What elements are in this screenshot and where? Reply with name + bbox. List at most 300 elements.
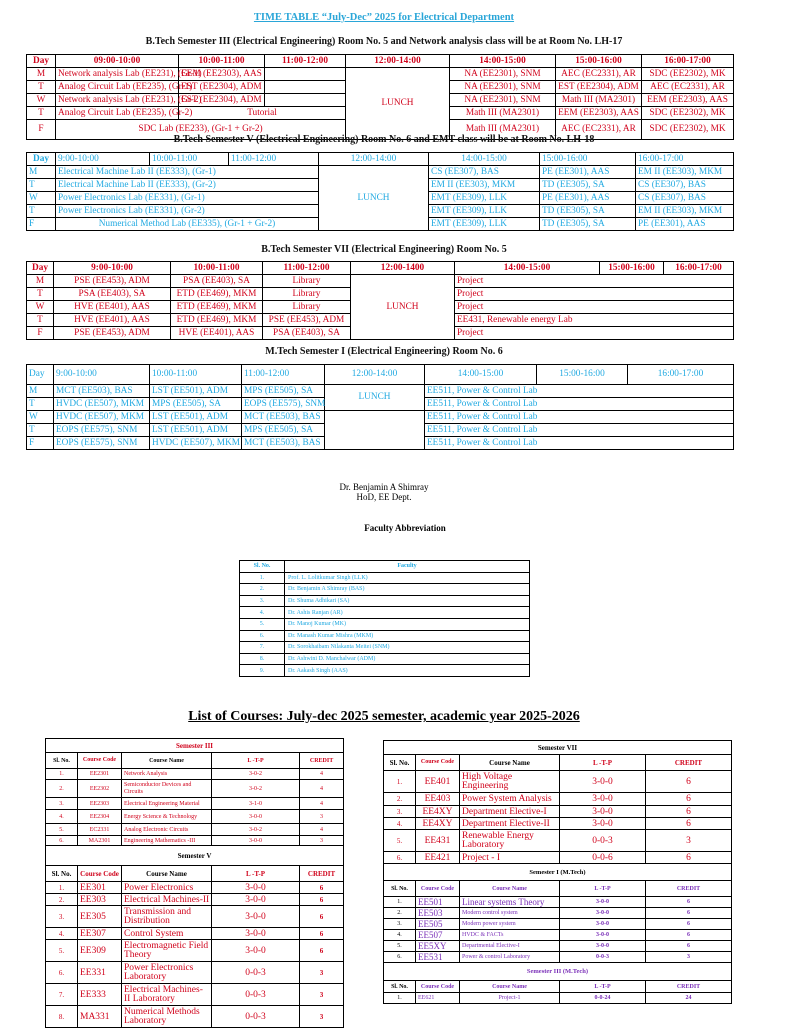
slot-cell: Power Electronics Lab (EE331), (Gr-2) xyxy=(56,205,319,218)
slot-cell: PSA (EE403), SA xyxy=(171,275,263,288)
course-credit: 3 xyxy=(300,984,344,1006)
slot-cell: MCT (EE503), BAS xyxy=(242,437,325,450)
course-name: HVDC & FACTs xyxy=(460,930,560,941)
slot-cell: PSE (EE453), ADM xyxy=(263,314,351,327)
slot-cell: Analog Circuit Lab (EE235), (Gr-1) xyxy=(56,81,179,94)
table-row xyxy=(46,928,344,940)
course-name: Department Elective-II xyxy=(460,818,560,830)
slot-cell: EOPS (EE575), SNM xyxy=(54,437,150,450)
slot-cell xyxy=(265,68,346,81)
course-code: EC2331 xyxy=(78,824,122,836)
course-credit: 3 xyxy=(300,962,344,984)
slot-cell: HVDC (EE507), MKM xyxy=(54,398,150,411)
course-name: High Voltage Engineering xyxy=(460,771,560,793)
course-name: Electrical Machines-II Laboratory xyxy=(122,984,212,1006)
sem5-label: Semester V xyxy=(46,846,344,866)
faculty-sl: 1. xyxy=(240,572,285,584)
slot-cell xyxy=(265,94,346,107)
course-sl: 8. xyxy=(46,1006,78,1028)
table-row xyxy=(46,882,344,894)
table-row xyxy=(240,642,530,654)
course-name: Linear systems Theory xyxy=(460,897,560,908)
course-code: EE4XY xyxy=(416,806,460,818)
mtech1-timetable xyxy=(26,364,734,450)
course-ltp: 3-0-2 xyxy=(212,769,300,780)
courses-left-table xyxy=(45,738,344,1028)
table-row xyxy=(46,780,344,798)
table-row xyxy=(384,852,732,864)
header-slot6: 16:00-17:00 xyxy=(642,55,734,68)
col-sl: Sl. No. xyxy=(384,881,416,897)
slot-cell: Library xyxy=(263,288,351,301)
course-sl: 1. xyxy=(384,771,416,793)
course-credit: 4 xyxy=(300,824,344,836)
faculty-name: Dr. Ashis Ranjan (AR) xyxy=(285,607,530,619)
course-sl: 4. xyxy=(46,810,78,824)
slot-cell: NA (EE2301), SNM xyxy=(450,94,556,107)
col-credit: CREDIT xyxy=(646,881,732,897)
slot-cell: Electrical Machine Lab II (EE333), (Gr-1) xyxy=(56,166,319,179)
course-sl: 1. xyxy=(384,993,416,1004)
page-title: TIME TABLE “July-Dec” 2025 for Electrical Department xyxy=(253,12,515,23)
slot-cell: PSE (EE453), ADM xyxy=(54,327,171,340)
course-code: MA2301 xyxy=(78,836,122,846)
course-credit: 4 xyxy=(300,798,344,810)
slot-cell: Tutorial xyxy=(179,107,346,120)
course-ltp: 3-0-0 xyxy=(560,919,646,930)
course-sl: 5. xyxy=(384,941,416,952)
table-row xyxy=(384,930,732,941)
course-sl: 2. xyxy=(46,780,78,798)
table-row xyxy=(240,595,530,607)
course-ltp: 3-0-0 xyxy=(560,908,646,919)
faculty-name: Dr. Ashwini D. Manchalwar (ADM) xyxy=(285,653,530,665)
mtech1-header-row xyxy=(27,365,734,385)
course-sl: 6. xyxy=(384,852,416,864)
day-cell: M xyxy=(27,385,54,398)
col-code: Course Code xyxy=(416,981,460,993)
faculty-name: Dr. Manash Kumar Mishra (MKM) xyxy=(285,630,530,642)
course-credit: 3 xyxy=(646,952,732,963)
day-cell: T xyxy=(27,398,54,411)
course-credit: 6 xyxy=(646,818,732,830)
courses-right-table xyxy=(383,740,732,1004)
slot-cell: AEC (EC2331), AR xyxy=(642,81,734,94)
course-sl: 2. xyxy=(46,894,78,906)
course-name: Project - I xyxy=(460,852,560,864)
slot-cell xyxy=(265,81,346,94)
faculty-sl: 8. xyxy=(240,653,285,665)
table-row xyxy=(46,984,344,1006)
table-row xyxy=(240,665,530,677)
slot-cell: ETD (EE469), MKM xyxy=(171,314,263,327)
slot-cell: EOPS (EE575), SNM xyxy=(242,398,325,411)
hod-role: HoD, EE Dept. xyxy=(356,492,412,502)
header-slot2: 10:00-11:00 xyxy=(150,153,229,166)
course-code: EE4XY xyxy=(416,818,460,830)
slot-cell: AEC (EC2331), AR xyxy=(556,120,642,140)
slot-cell: EE511, Power & Control Lab xyxy=(425,398,734,411)
slot-cell: Math III (MA2301) xyxy=(556,94,642,107)
col-code: Course Code xyxy=(416,755,460,771)
course-code: EE621 xyxy=(416,993,460,1004)
header-slot2: 10:00-11:00 xyxy=(179,55,265,68)
course-ltp: 3-0-2 xyxy=(212,824,300,836)
table-row xyxy=(46,940,344,962)
col-ltp: L -T-P xyxy=(212,866,300,882)
course-code: EE2302 xyxy=(78,780,122,798)
sem7-label: Semester VII xyxy=(384,741,732,755)
col-ltp: L -T-P xyxy=(560,881,646,897)
day-cell: F xyxy=(27,327,54,340)
sem3-label: Semester III xyxy=(46,739,344,753)
course-ltp: 3-0-0 xyxy=(212,906,300,928)
course-sl: 4. xyxy=(384,818,416,830)
slot-cell: HVDC (EE507), MKM xyxy=(54,411,150,424)
lunch-cell: LUNCH xyxy=(346,68,450,140)
course-credit: 6 xyxy=(300,906,344,928)
table-row xyxy=(46,894,344,906)
course-credit: 6 xyxy=(300,882,344,894)
course-credit: 6 xyxy=(646,897,732,908)
section-row xyxy=(46,739,344,753)
course-name: Modern control system xyxy=(460,908,560,919)
course-name: Power System Analysis xyxy=(460,793,560,806)
course-name: Power Electronics Laboratory xyxy=(122,962,212,984)
lunch-cell: LUNCH xyxy=(351,275,455,340)
course-ltp: 3-0-0 xyxy=(212,810,300,824)
course-credit: 6 xyxy=(646,941,732,952)
slot-cell xyxy=(325,424,425,437)
course-ltp: 0-0-3 xyxy=(560,952,646,963)
course-ltp: 0-0-3 xyxy=(560,830,646,852)
slot-cell: MPS (EE505), SA xyxy=(242,385,325,398)
course-code: EE301 xyxy=(78,882,122,894)
column-header-row xyxy=(384,881,732,897)
course-code: EE5XY xyxy=(416,941,460,952)
course-code: EE2303 xyxy=(78,798,122,810)
day-cell: M xyxy=(27,68,56,81)
faculty-sl: 6. xyxy=(240,630,285,642)
slot-cell: LST (EE501), ADM xyxy=(150,411,242,424)
header-day: Day xyxy=(27,365,54,385)
course-code: EE401 xyxy=(416,771,460,793)
day-cell: F xyxy=(27,437,54,450)
table-row xyxy=(46,962,344,984)
course-credit: 24 xyxy=(646,993,732,1004)
sem5-heading: B.Tech Semester V (Electrical Engineering) Room No. 6 and EMT class will be at Room No. LH-18 xyxy=(173,134,595,145)
course-credit: 3 xyxy=(300,836,344,846)
course-credit: 6 xyxy=(646,806,732,818)
course-credit: 4 xyxy=(300,780,344,798)
course-ltp: 3-0-0 xyxy=(212,894,300,906)
course-code: EE309 xyxy=(78,940,122,962)
slot-cell: EM II (EE303), MKM xyxy=(636,205,734,218)
slot-cell: Project xyxy=(455,327,734,340)
header-slot4: 14:00-15:00 xyxy=(425,365,537,385)
slot-cell: ETD (EE469), MKM xyxy=(171,301,263,314)
header-slot5: 15:00-16:00 xyxy=(537,365,628,385)
section-row xyxy=(384,864,732,881)
col-credit: CREDIT xyxy=(300,866,344,882)
slot-cell: EEM (EE2303), AAS xyxy=(642,94,734,107)
slot-cell: CS (EE307), BAS xyxy=(429,166,540,179)
sem3-timetable xyxy=(26,54,734,140)
slot-cell: Network analysis Lab (EE231), (Gr-2) xyxy=(56,94,179,107)
header-lunch-time: 12:00-14:00 xyxy=(346,55,450,68)
day-cell: T xyxy=(27,81,56,94)
day-cell: T xyxy=(27,205,56,218)
slot-cell: SDC Lab (EE233), (Gr-1 + Gr-2) xyxy=(56,120,346,140)
slot-cell: Numerical Method Lab (EE335), (Gr-1 + Gr-2) xyxy=(56,218,319,231)
course-name: Power Electronics xyxy=(122,882,212,894)
course-sl: 3. xyxy=(46,906,78,928)
header-slot4: 14:00-15:00 xyxy=(455,262,600,275)
slot-cell: CS (EE307), BAS xyxy=(636,192,734,205)
course-name: Analog Electronic Circuits xyxy=(122,824,212,836)
course-code: EE505 xyxy=(416,919,460,930)
slot-cell: SDC (EE2302), MK xyxy=(642,107,734,120)
header-slot3: 11:00-12:00 xyxy=(229,153,319,166)
course-code: EE503 xyxy=(416,908,460,919)
course-sl: 5. xyxy=(46,940,78,962)
col-name: Course Name xyxy=(460,981,560,993)
faculty-sl: 9. xyxy=(240,665,285,677)
slot-cell: ETD (EE469), MKM xyxy=(171,288,263,301)
courses-title: List of Courses: July-dec 2025 semester, academic year 2025-2026 xyxy=(188,709,580,724)
table-row xyxy=(27,424,734,437)
course-code: EE501 xyxy=(416,897,460,908)
course-sl: 1. xyxy=(384,897,416,908)
course-ltp: 3-0-0 xyxy=(560,793,646,806)
slot-cell: EEM (EE2303), AAS xyxy=(179,68,265,81)
slot-cell: MCT (EE503), BAS xyxy=(54,385,150,398)
course-sl: 1. xyxy=(46,769,78,780)
table-row xyxy=(27,437,734,450)
sem5-header-row xyxy=(27,153,734,166)
header-slot1: 9:00-10:00 xyxy=(56,153,150,166)
course-code: EE421 xyxy=(416,852,460,864)
table-row xyxy=(384,818,732,830)
header-slot1: 9:00-10:00 xyxy=(54,365,150,385)
col-sl: Sl. No. xyxy=(46,866,78,882)
course-credit: 3 xyxy=(300,810,344,824)
course-credit: 6 xyxy=(646,852,732,864)
course-sl: 5. xyxy=(46,824,78,836)
course-name: Engineering Mathematics -III xyxy=(122,836,212,846)
sem7-header-row xyxy=(27,262,734,275)
course-ltp: 3-0-0 xyxy=(212,836,300,846)
course-ltp: 3-0-0 xyxy=(560,930,646,941)
table-row xyxy=(240,618,530,630)
course-name: Electrical Machines-II xyxy=(122,894,212,906)
course-sl: 6. xyxy=(46,836,78,846)
slot-cell: EMT (EE309), LLK xyxy=(429,192,540,205)
course-code: EE507 xyxy=(416,930,460,941)
faculty-col-sl: Sl. No. xyxy=(240,561,285,573)
course-credit: 6 xyxy=(646,793,732,806)
table-row xyxy=(27,166,734,179)
slot-cell: Library xyxy=(263,275,351,288)
slot-cell: EE511, Power & Control Lab xyxy=(425,424,734,437)
table-row xyxy=(240,653,530,665)
header-slot5: 15:00-16:00 xyxy=(540,153,636,166)
slot-cell: Network analysis Lab (EE231), (Gr-1) xyxy=(56,68,179,81)
day-cell: T xyxy=(27,288,54,301)
header-slot2: 10:00-11:00 xyxy=(171,262,263,275)
course-name: Modern power system xyxy=(460,919,560,930)
course-name: Network Analysis xyxy=(122,769,212,780)
day-cell: F xyxy=(27,218,56,231)
header-day: Day xyxy=(27,262,54,275)
slot-cell: HVE (EE401), AAS xyxy=(171,327,263,340)
slot-cell: SDC (EE2302), MK xyxy=(642,120,734,140)
course-code: EE305 xyxy=(78,906,122,928)
course-name: Power & control Laboratory xyxy=(460,952,560,963)
day-cell: T xyxy=(27,314,54,327)
course-code: EE2301 xyxy=(78,769,122,780)
slot-cell: EMT (EE309), LLK xyxy=(429,205,540,218)
col-name: Course Name xyxy=(460,881,560,897)
slot-cell: Analog Circuit Lab (EE235), (Gr-2) xyxy=(56,107,179,120)
table-row xyxy=(240,584,530,596)
header-slot4: 14:00-15:00 xyxy=(429,153,540,166)
course-ltp: 3-0-0 xyxy=(560,771,646,793)
course-sl: 3. xyxy=(384,806,416,818)
col-sl: Sl. No. xyxy=(384,981,416,993)
slot-cell: EE511, Power & Control Lab xyxy=(425,411,734,424)
header-day: Day xyxy=(27,55,56,68)
slot-cell: MPS (EE505), SA xyxy=(242,424,325,437)
course-sl: 4. xyxy=(46,928,78,940)
course-ltp: 3-0-2 xyxy=(212,780,300,798)
column-header-row xyxy=(46,753,344,769)
course-ltp: 3-0-0 xyxy=(560,897,646,908)
table-row xyxy=(384,952,732,963)
table-row xyxy=(46,769,344,780)
day-cell: W xyxy=(27,192,56,205)
faculty-name: Dr. Manoj Kumar (MK) xyxy=(285,618,530,630)
day-cell: M xyxy=(27,166,56,179)
course-ltp: 3-0-0 xyxy=(560,818,646,830)
course-code: MA331 xyxy=(78,1006,122,1028)
slot-cell: PE (EE301), AAS xyxy=(540,192,636,205)
course-name: Numerical Methods Laboratory xyxy=(122,1006,212,1028)
course-code: EE431 xyxy=(416,830,460,852)
table-row xyxy=(46,906,344,928)
slot-cell: EST (EE2304), ADM xyxy=(556,81,642,94)
header-slot2: 10:00-11:00 xyxy=(150,365,242,385)
mtech1-label: Semester I (M.Tech) xyxy=(384,864,732,881)
day-cell: T xyxy=(27,107,56,120)
course-name: Renewable Energy Laboratory xyxy=(460,830,560,852)
course-ltp: 3-0-0 xyxy=(212,882,300,894)
table-row xyxy=(46,810,344,824)
course-code: EE531 xyxy=(416,952,460,963)
course-sl: 5. xyxy=(384,830,416,852)
col-code: Course Code xyxy=(78,753,122,769)
course-sl: 6. xyxy=(384,952,416,963)
slot-cell: HVDC (EE507), MKM xyxy=(150,437,242,450)
course-credit: 6 xyxy=(300,940,344,962)
faculty-table xyxy=(239,560,530,677)
table-row xyxy=(46,824,344,836)
course-credit: 3 xyxy=(646,830,732,852)
slot-cell: EM II (EE303), MKM xyxy=(429,179,540,192)
faculty-sl: 3. xyxy=(240,595,285,607)
course-credit: 3 xyxy=(300,1006,344,1028)
day-cell: W xyxy=(27,411,54,424)
course-code: EE403 xyxy=(416,793,460,806)
slot-cell: NA (EE2301), SNM xyxy=(450,81,556,94)
course-sl: 7. xyxy=(46,984,78,1006)
col-name: Course Name xyxy=(460,755,560,771)
course-name: Department Elective-I xyxy=(460,806,560,818)
column-header-row xyxy=(384,755,732,771)
course-sl: 1. xyxy=(46,882,78,894)
faculty-sl: 7. xyxy=(240,642,285,654)
sem3-heading: B.Tech Semester III (Electrical Engineering) Room No. 5 and Network analysis class will be at Room No. LH-17 xyxy=(145,36,623,47)
slot-cell: AEC (EC2331), AR xyxy=(556,68,642,81)
faculty-name: Dr. Sorokhaibam Nilakanta Meitei (SNM) xyxy=(285,642,530,654)
course-name: Transmission and Distribution xyxy=(122,906,212,928)
table-row xyxy=(46,836,344,846)
header-slot3: 11:00-12:00 xyxy=(263,262,351,275)
header-day: Day xyxy=(27,153,56,166)
slot-cell: EE511, Power & Control Lab xyxy=(425,437,734,450)
day-cell: T xyxy=(27,179,56,192)
day-cell: W xyxy=(27,94,56,107)
table-row xyxy=(384,793,732,806)
slot-cell: LST (EE501), ADM xyxy=(150,424,242,437)
header-slot6: 16:00-17:00 xyxy=(636,153,734,166)
col-sl: Sl. No. xyxy=(46,753,78,769)
slot-cell: MCT (EE503), BAS xyxy=(242,411,325,424)
slot-cell: Project xyxy=(455,288,734,301)
course-sl: 6. xyxy=(46,962,78,984)
slot-cell: NA (EE2301), SNM xyxy=(450,68,556,81)
slot-cell: SDC (EE2302), MK xyxy=(642,68,734,81)
section-row xyxy=(384,741,732,755)
course-code: EE331 xyxy=(78,962,122,984)
slot-cell: PSA (EE403), SA xyxy=(54,288,171,301)
column-header-row xyxy=(46,866,344,882)
slot-cell: Math III (MA2301) xyxy=(450,120,556,140)
slot-cell: Project xyxy=(455,275,734,288)
course-code: EE307 xyxy=(78,928,122,940)
table-row xyxy=(384,908,732,919)
lunch-cell: LUNCH xyxy=(325,385,425,411)
day-cell: F xyxy=(27,120,56,140)
course-ltp: 0-0-3 xyxy=(212,962,300,984)
table-row xyxy=(384,919,732,930)
slot-cell xyxy=(325,411,425,424)
course-ltp: 0-0-6 xyxy=(560,852,646,864)
faculty-sl: 4. xyxy=(240,607,285,619)
slot-cell: Library xyxy=(263,301,351,314)
table-row xyxy=(240,630,530,642)
course-credit: 6 xyxy=(300,894,344,906)
slot-cell: EST (EE2304), ADM xyxy=(179,94,265,107)
course-name: Departmental Elective-I xyxy=(460,941,560,952)
slot-cell: EMT (EE309), LLK xyxy=(429,218,540,231)
day-cell: T xyxy=(27,424,54,437)
course-sl: 2. xyxy=(384,793,416,806)
table-row xyxy=(384,771,732,793)
faculty-sl: 5. xyxy=(240,618,285,630)
col-ltp: L -T-P xyxy=(560,755,646,771)
sem3-header-row xyxy=(27,55,734,68)
